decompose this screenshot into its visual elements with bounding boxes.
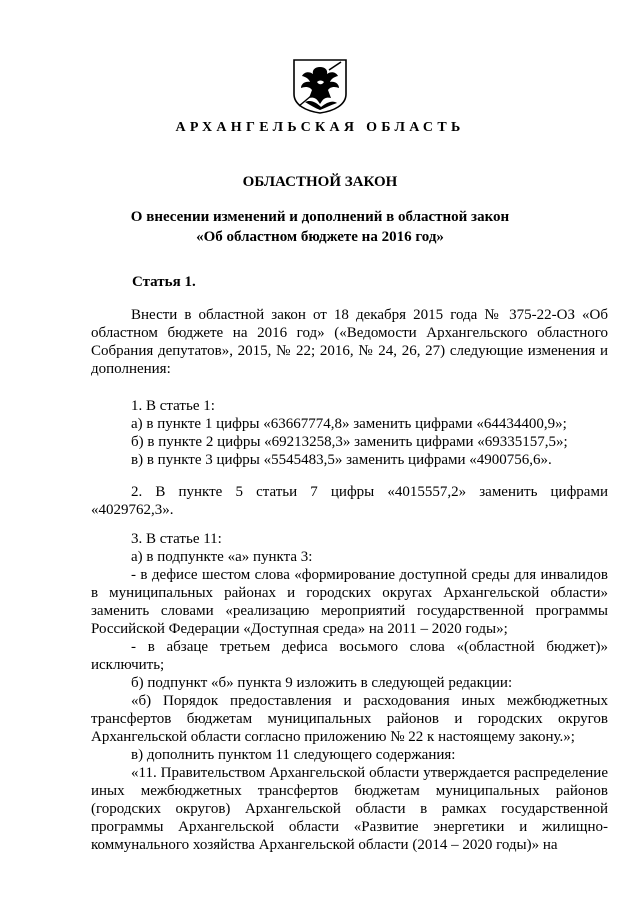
item-3-subitem-b-heading: б) подпункт «б» пункта 9 изложить в следующей редакции: <box>131 675 513 691</box>
region-name: АРХАНГЕЛЬСКАЯ ОБЛАСТЬ <box>175 120 465 135</box>
arkhangelsk-coat-of-arms-icon <box>291 58 349 114</box>
item-3-subitem-a-dash-2: - в абзаце третьем дефиса восьмого слова «(областной бюджет)» исключить; <box>91 639 608 673</box>
law-title-line-1: О внесении изменений и дополнений в областной закон <box>130 209 510 225</box>
item-3-subitem-c-text: «11. Правительством Архангельской области утверждается распределение иных межбюджетных трансфертов бюджетам муниципальных районов (городских округов) Архангельской области в рамках государственной программы Архангельской области «Развитие энергетики и жилищно-коммунального хозяйства Архангельской области (2014 – 2020 годы)» на <box>91 765 608 853</box>
item-3-heading: 3. В статье 11: <box>131 531 222 547</box>
item-1-subitem-a: а) в пункте 1 цифры «63667774,8» заменить цифрами «64434400,9»; <box>131 416 567 432</box>
item-1-subitem-b: б) в пункте 2 цифры «69213258,3» заменить цифрами «69335157,5»; <box>131 434 568 450</box>
item-3-subitem-a-dash-1: - в дефисе шестом слова «формирование доступной среды для инвалидов в муниципальных районах и городских округах Архангельской области» заменить словами «реализацию мероприятий государственной программы Российской Федерации «Доступная среда» на 2011 – 2020 годы»; <box>91 567 608 637</box>
article-heading: Статья 1. <box>132 274 196 290</box>
law-title <box>0 207 640 247</box>
law-title-line-2: «Об областном бюджете на 2016 год» <box>196 229 444 245</box>
item-2-paragraph: 2. В пункте 5 статьи 7 цифры «4015557,2» заменить цифрами «4029762,3». <box>91 484 608 518</box>
item-3-subitem-c-heading: в) дополнить пунктом 11 следующего содержания: <box>131 747 456 763</box>
article-intro-paragraph: Внести в областной закон от 18 декабря 2015 года № 375-22-ОЗ «Об областном бюджете на 2016 год» («Ведомости Архангельского областного Собрания депутатов», 2015, № 22; 2016, № 24, 26, 27) следующие изменения и дополнения: <box>91 307 608 377</box>
item-1-subitem-c: в) в пункте 3 цифры «5545483,5» заменить цифрами «4900756,6». <box>131 452 552 468</box>
item-3-subitem-a-heading: а) в подпункте «а» пункта 3: <box>131 549 313 565</box>
item-1-heading: 1. В статье 1: <box>131 398 215 414</box>
item-3-subitem-b-text: «б) Порядок предоставления и расходования иных межбюджетных трансфертов бюджетам муниципальных районов и городских округов Архангельской области согласно приложению № 22 к настоящему закону.»; <box>91 693 608 745</box>
law-type: ОБЛАСТНОЙ ЗАКОН <box>242 174 398 190</box>
